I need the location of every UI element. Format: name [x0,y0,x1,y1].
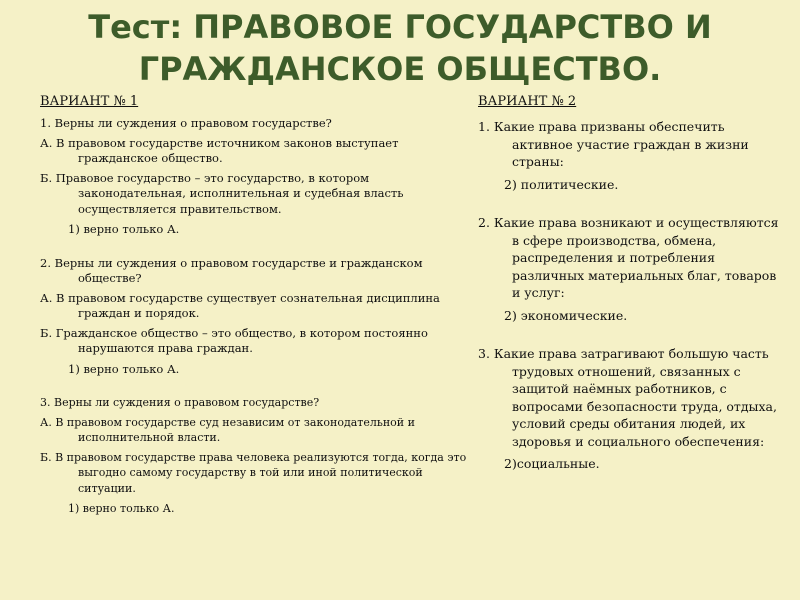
question-text: 2. Верны ли суждения о правовом государстве и гражданском обществе? [40,255,423,285]
question-text: 2. Какие права возникают и осуществляются в сфере производства, обмена, распределения и потребления различных материальных благ, товаров и услуг: [478,215,779,300]
variant-2-question-2 [478,214,788,323]
question-text: 3. Какие права затрагивают большую часть трудовых отношений, связанных с защитой наёмных работников, с вопросами безопасности труда, отдыха, условий среды обитания людей, их здоровья и социального обеспечения: [478,346,777,449]
variant-1-column [40,94,470,535]
answer: 1) верно только А. [68,222,180,236]
answer: 2) политические. [504,176,619,192]
answer: 2) экономические. [504,307,628,323]
statement-b: Б. В правовом государстве права человека реализуются тогда, когда это выгодно самому государству в той или иной политической ситуации. [40,450,467,495]
question-text: 1. Верны ли суждения о правовом государстве? [40,116,332,130]
variant-2-question-3 [478,345,788,472]
answer: 1) верно только А. [68,361,180,376]
statement-a: А. В правовом государстве источником законов выступает гражданское общество. [40,135,399,165]
statement-b: Б. Правовое государство – это государство, в котором законодательная, исполнительная и судебная власть осуществляется правительством. [40,170,404,216]
variant-1-header: ВАРИАНТ № 1 [40,94,139,109]
variant-1-question-2 [40,256,470,378]
question-text: 1. Какие права призваны обеспечить активное участие граждан в жизни страны: [478,119,749,169]
variant-2-question-1 [478,118,788,192]
variant-1-question-1 [40,116,470,238]
variant-2-column [478,94,788,494]
page-title: Тест: ПРАВОВОЕ ГОСУДАРСТВО И ГРАЖДАНСКОЕ ОБЩЕСТВО. [88,8,712,88]
statement-b: Б. Гражданское общество – это общество, в котором постоянно нарушаются права граждан. [40,325,428,355]
answer: 1) верно только А. [68,502,175,515]
question-text: 3. Верны ли суждения о правовом государстве? [40,396,320,409]
statement-a: А. В правовом государстве существует сознательная дисциплина граждан и порядок. [40,290,440,320]
variant-2-header: ВАРИАНТ № 2 [478,94,577,109]
variant-1-question-3 [40,395,470,517]
statement-a: А. В правовом государстве суд независим от законодательной и исполнительной власти. [40,415,415,444]
answer: 2)социальные. [504,456,600,471]
